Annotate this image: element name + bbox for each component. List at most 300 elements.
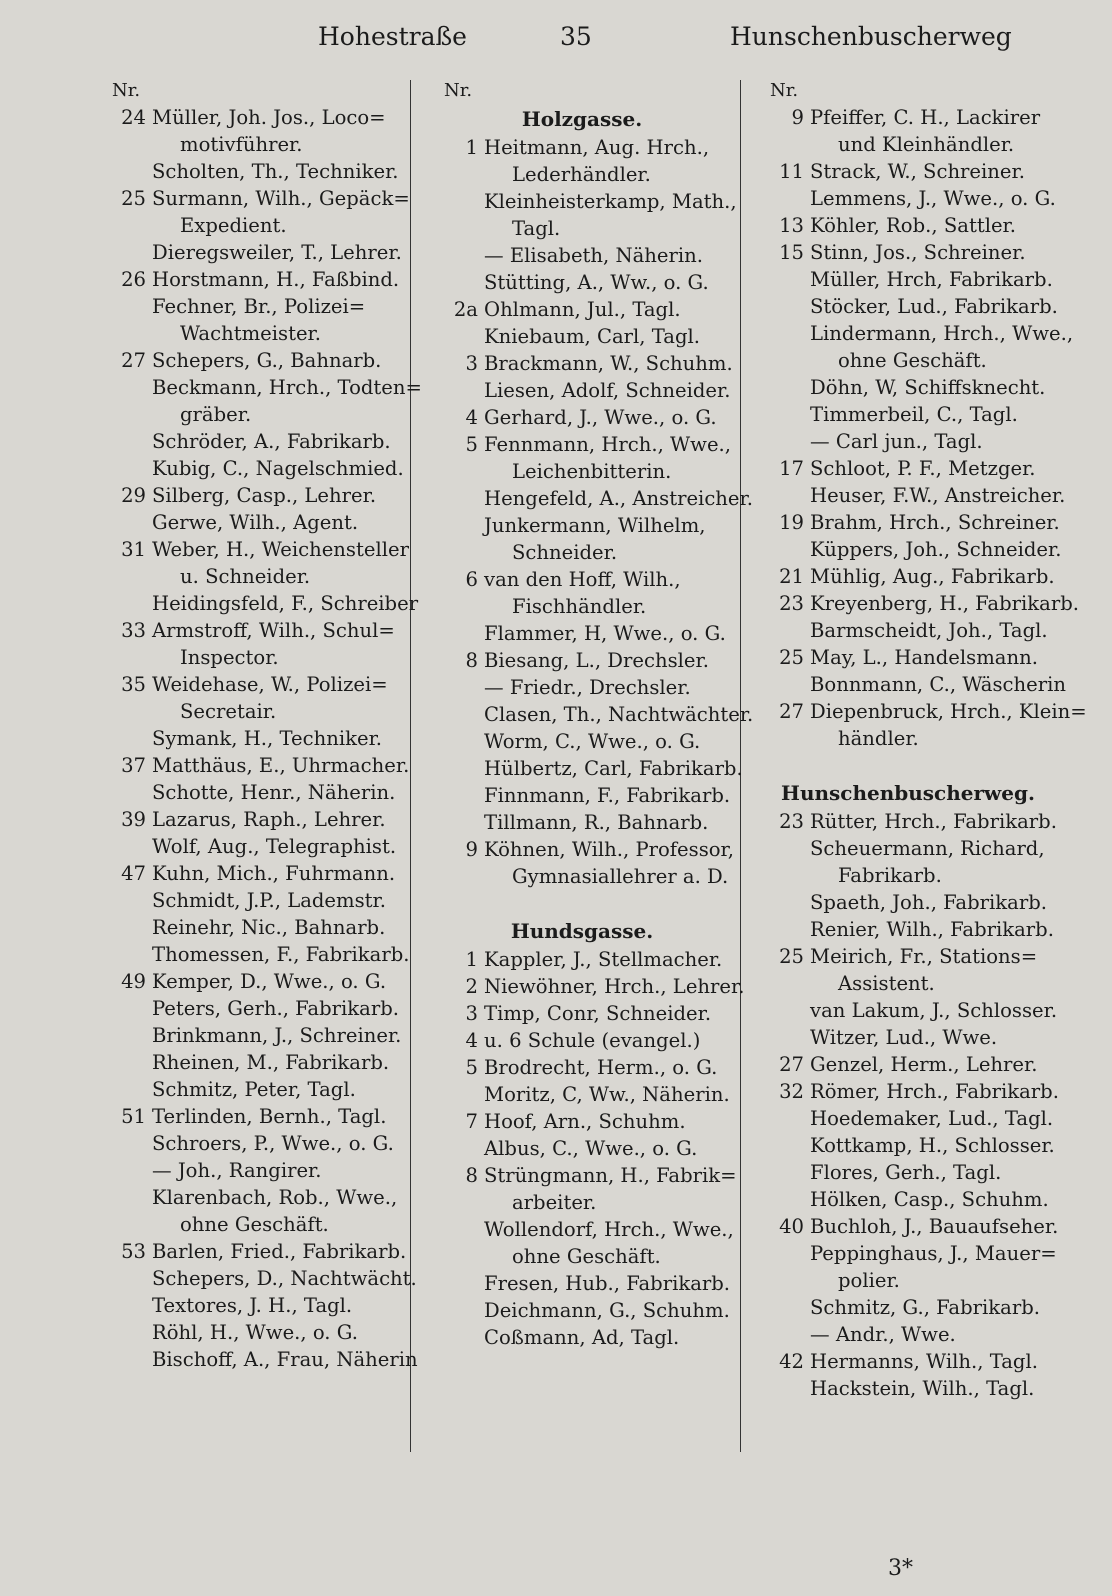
directory-entry bbox=[758, 185, 1058, 212]
resident-text: Symank, H., Techniker. bbox=[152, 727, 383, 750]
house-number: 24 bbox=[121, 106, 146, 129]
resident-text: Wachtmeister. bbox=[180, 322, 321, 345]
column-3 bbox=[758, 78, 1087, 1402]
resident-text: Gymnasiallehrer a. D. bbox=[512, 865, 729, 888]
directory-entry bbox=[758, 536, 1062, 563]
directory-entry bbox=[100, 698, 400, 725]
resident-text: Surmann, Wilh., Gepäck= bbox=[152, 187, 410, 210]
directory-entry bbox=[432, 404, 732, 431]
directory-entry bbox=[100, 374, 422, 401]
directory-entry bbox=[100, 536, 409, 563]
resident-text: Wolf, Aug., Telegraphist. bbox=[152, 835, 397, 858]
resident-text: Lazarus, Raph., Lehrer. bbox=[152, 808, 386, 831]
street-heading: Holzgasse. bbox=[521, 107, 643, 131]
directory-entry bbox=[758, 293, 1058, 320]
resident-text: Armstroff, Wilh., Schul= bbox=[152, 619, 395, 642]
directory-entry bbox=[100, 1049, 400, 1076]
resident-text: Schloot, P. F., Metzger. bbox=[810, 457, 1036, 480]
resident-text: Peters, Gerh., Fabrikarb. bbox=[152, 997, 399, 1020]
resident-text: Küppers, Joh., Schneider. bbox=[810, 538, 1062, 561]
directory-entry bbox=[432, 674, 732, 701]
resident-text: Brodrecht, Herm., o. G. bbox=[484, 1056, 718, 1079]
resident-text: arbeiter. bbox=[512, 1191, 597, 1214]
directory-entry bbox=[100, 671, 400, 698]
resident-text: Clasen, Th., Nachtwächter. bbox=[484, 703, 754, 726]
resident-text: Timp, Conr, Schneider. bbox=[484, 1002, 712, 1025]
house-number: 37 bbox=[121, 754, 146, 777]
resident-text: Fabrikarb. bbox=[838, 864, 942, 887]
directory-entry bbox=[432, 1324, 732, 1351]
resident-text: Deichmann, G., Schuhm. bbox=[484, 1299, 730, 1322]
resident-text: Terlinden, Bernh., Tagl. bbox=[152, 1105, 387, 1128]
directory-entry bbox=[432, 620, 732, 647]
directory-entry bbox=[100, 1103, 400, 1130]
resident-text: Scheuermann, Richard, bbox=[810, 837, 1045, 860]
resident-text: Weber, H., Weichensteller bbox=[152, 538, 409, 561]
resident-text: Schepers, G., Bahnarb. bbox=[152, 349, 382, 372]
house-number: 32 bbox=[779, 1080, 804, 1103]
resident-text: Kappler, J., Stellmacher. bbox=[484, 948, 723, 971]
directory-entry bbox=[758, 1051, 1058, 1078]
house-number: 49 bbox=[121, 970, 146, 993]
directory-entry bbox=[100, 509, 400, 536]
resident-text: — Carl jun., Tagl. bbox=[810, 430, 983, 453]
directory-entry bbox=[758, 1348, 1058, 1375]
resident-text: Müller, Hrch, Fabrikarb. bbox=[810, 268, 1053, 291]
page-number: 35 bbox=[560, 22, 592, 51]
directory-entry bbox=[432, 539, 732, 566]
resident-text: Beckmann, Hrch., Todten= bbox=[152, 376, 422, 399]
directory-entry bbox=[100, 428, 400, 455]
resident-text: Kubig, C., Nagelschmied. bbox=[152, 457, 404, 480]
directory-entry bbox=[432, 946, 732, 973]
house-number: 17 bbox=[779, 457, 804, 480]
directory-entry bbox=[758, 590, 1079, 617]
house-number: 1 bbox=[465, 136, 478, 159]
resident-text: und Kleinhändler. bbox=[838, 133, 1015, 156]
resident-text: Bischoff, A., Frau, Näherin bbox=[152, 1348, 418, 1371]
directory-entry bbox=[432, 1081, 732, 1108]
directory-entry bbox=[432, 566, 732, 593]
directory-entry bbox=[100, 590, 419, 617]
resident-text: ohne Geschäft. bbox=[838, 349, 987, 372]
directory-entry bbox=[432, 755, 743, 782]
resident-text: Stinn, Jos., Schreiner. bbox=[810, 241, 1026, 264]
house-number: 51 bbox=[121, 1105, 146, 1128]
resident-text: Bonnmann, C., Wäscherin bbox=[810, 673, 1066, 696]
directory-entry bbox=[758, 212, 1058, 239]
directory-entry bbox=[432, 134, 732, 161]
directory-entry bbox=[432, 593, 732, 620]
house-number: 1 bbox=[465, 948, 478, 971]
directory-entry bbox=[100, 293, 400, 320]
directory-entry bbox=[758, 509, 1058, 536]
resident-text: — Friedr., Drechsler. bbox=[484, 676, 691, 699]
resident-text: Kniebaum, Carl, Tagl. bbox=[484, 325, 701, 348]
directory-entry bbox=[100, 1022, 400, 1049]
house-number: 39 bbox=[121, 808, 146, 831]
directory-entry bbox=[100, 320, 400, 347]
house-number: 29 bbox=[121, 484, 146, 507]
house-number: 19 bbox=[779, 511, 804, 534]
directory-entry bbox=[758, 1078, 1058, 1105]
resident-text: ohne Geschäft. bbox=[512, 1245, 661, 1268]
directory-entry bbox=[758, 1132, 1058, 1159]
resident-text: u. Schneider. bbox=[180, 565, 311, 588]
resident-text: händler. bbox=[838, 727, 919, 750]
house-number: 31 bbox=[121, 538, 146, 561]
directory-entry bbox=[432, 323, 732, 350]
directory-entry bbox=[758, 428, 1058, 455]
resident-text: Hölken, Casp., Schuhm. bbox=[810, 1188, 1049, 1211]
house-number: 3 bbox=[465, 1002, 478, 1025]
resident-text: Worm, C., Wwe., o. G. bbox=[484, 730, 701, 753]
directory-entry bbox=[758, 1375, 1058, 1402]
resident-text: Genzel, Herm., Lehrer. bbox=[810, 1053, 1038, 1076]
resident-text: Schmitz, G., Fabrikarb. bbox=[810, 1296, 1040, 1319]
directory-entry bbox=[432, 215, 732, 242]
directory-entry bbox=[758, 455, 1058, 482]
directory-entry bbox=[758, 158, 1058, 185]
resident-text: Fechner, Br., Polizei= bbox=[152, 295, 366, 318]
resident-text: Fischhändler. bbox=[512, 595, 647, 618]
page-header bbox=[0, 22, 1112, 62]
signature-mark: 3* bbox=[888, 1556, 913, 1581]
resident-text: motivführer. bbox=[180, 133, 303, 156]
directory-entry bbox=[432, 647, 732, 674]
directory-entry bbox=[432, 836, 732, 863]
directory-entry bbox=[100, 806, 400, 833]
resident-text: van Lakum, J., Schlosser. bbox=[810, 999, 1058, 1022]
street-heading: Hunschenbuscherweg. bbox=[781, 781, 1035, 805]
directory-entry bbox=[758, 266, 1058, 293]
directory-entry bbox=[432, 1216, 732, 1243]
resident-text: Thomessen, F., Fabrikarb. bbox=[152, 943, 410, 966]
directory-entry bbox=[100, 887, 400, 914]
street-heading: Hundsgasse. bbox=[510, 919, 654, 943]
directory-entry bbox=[432, 188, 737, 215]
resident-text: Gerwe, Wilh., Agent. bbox=[152, 511, 359, 534]
directory-entry bbox=[758, 862, 1058, 889]
resident-text: Finnmann, F., Fabrikarb. bbox=[484, 784, 731, 807]
house-number: 27 bbox=[779, 700, 804, 723]
resident-text: Weidehase, W., Polizei= bbox=[152, 673, 388, 696]
resident-text: Witzer, Lud., Wwe. bbox=[810, 1026, 998, 1049]
house-number: 26 bbox=[121, 268, 146, 291]
resident-text: Strack, W., Schreiner. bbox=[810, 160, 1025, 183]
house-number: 13 bbox=[779, 214, 804, 237]
resident-text: Barlen, Fried., Fabrikarb. bbox=[152, 1240, 407, 1263]
resident-text: Textores, J. H., Tagl. bbox=[152, 1294, 353, 1317]
house-number: 4 bbox=[465, 1029, 478, 1052]
directory-entry bbox=[432, 1054, 732, 1081]
header-left-street: Hohestraße bbox=[318, 22, 467, 51]
directory-entry bbox=[100, 779, 400, 806]
resident-text: Assistent. bbox=[838, 972, 935, 995]
directory-entry bbox=[758, 916, 1058, 943]
resident-text: Heuser, F.W., Anstreicher. bbox=[810, 484, 1066, 507]
resident-text: Dieregsweiler, T., Lehrer. bbox=[152, 241, 402, 264]
directory-entry bbox=[432, 1162, 737, 1189]
directory-entry bbox=[758, 1159, 1058, 1186]
resident-text: Röhl, H., Wwe., o. G. bbox=[152, 1321, 358, 1344]
directory-entry bbox=[758, 943, 1058, 970]
directory-entry bbox=[758, 239, 1058, 266]
directory-entry bbox=[432, 1135, 732, 1162]
resident-text: Stütting, A., Ww., o. G. bbox=[484, 271, 709, 294]
house-number: 9 bbox=[465, 838, 478, 861]
resident-text: Lemmens, J., Wwe., o. G. bbox=[810, 187, 1056, 210]
directory-entry bbox=[758, 374, 1058, 401]
column-divider bbox=[410, 80, 411, 1452]
directory-entry bbox=[432, 1027, 732, 1054]
directory-entry bbox=[758, 320, 1074, 347]
house-number: 5 bbox=[465, 1056, 478, 1079]
resident-text: Moritz, C, Ww., Näherin. bbox=[484, 1083, 730, 1106]
resident-text: Secretair. bbox=[180, 700, 277, 723]
resident-text: Hoedemaker, Lud., Tagl. bbox=[810, 1107, 1054, 1130]
house-number: 8 bbox=[465, 649, 478, 672]
directory-entry bbox=[100, 725, 400, 752]
resident-text: Rütter, Hrch., Fabrikarb. bbox=[810, 810, 1057, 833]
resident-text: Köhler, Rob., Sattler. bbox=[810, 214, 1016, 237]
directory-entry bbox=[100, 131, 400, 158]
resident-text: Inspector. bbox=[180, 646, 279, 669]
resident-text: Timmerbeil, C., Tagl. bbox=[810, 403, 1018, 426]
resident-text: Schmitz, Peter, Tagl. bbox=[152, 1078, 356, 1101]
house-number: 27 bbox=[121, 349, 146, 372]
resident-text: Meirich, Fr., Stations= bbox=[810, 945, 1038, 968]
directory-entry bbox=[432, 1243, 732, 1270]
directory-entry bbox=[758, 889, 1058, 916]
resident-text: Albus, C., Wwe., o. G. bbox=[484, 1137, 698, 1160]
resident-text: Döhn, W, Schiffsknecht. bbox=[810, 376, 1046, 399]
resident-text: Leichenbitterin. bbox=[512, 460, 672, 483]
directory-entry bbox=[432, 1270, 732, 1297]
resident-text: Hoof, Arn., Schuhm. bbox=[484, 1110, 686, 1133]
directory-entry bbox=[100, 1319, 400, 1346]
directory-entry bbox=[758, 104, 1058, 131]
directory-entry bbox=[100, 1076, 400, 1103]
resident-text: Fresen, Hub., Fabrikarb. bbox=[484, 1272, 731, 1295]
directory-entry bbox=[100, 1211, 400, 1238]
column-1 bbox=[100, 78, 422, 1373]
resident-text: Hülbertz, Carl, Fabrikarb. bbox=[484, 757, 743, 780]
header-right-street: Hunschenbuscherweg bbox=[730, 22, 1012, 51]
directory-entry bbox=[758, 997, 1058, 1024]
resident-text: Spaeth, Joh., Fabrikarb. bbox=[810, 891, 1047, 914]
resident-text: Schepers, D., Nachtwächt. bbox=[152, 1267, 417, 1290]
house-number: 35 bbox=[121, 673, 146, 696]
directory-entry bbox=[758, 347, 1058, 374]
house-number: 25 bbox=[779, 646, 804, 669]
directory-entry bbox=[432, 512, 732, 539]
directory-entry bbox=[100, 1157, 400, 1184]
directory-entry bbox=[100, 644, 400, 671]
directory-entry bbox=[100, 212, 400, 239]
directory-entry bbox=[100, 941, 410, 968]
directory-entry bbox=[758, 131, 1058, 158]
resident-text: Kleinheisterkamp, Math., bbox=[484, 190, 737, 213]
nr-label: Nr. bbox=[770, 80, 799, 101]
house-number: 23 bbox=[779, 810, 804, 833]
directory-entry bbox=[758, 1294, 1058, 1321]
house-number: 15 bbox=[779, 241, 804, 264]
column-2 bbox=[432, 78, 754, 1351]
directory-entry bbox=[100, 266, 400, 293]
directory-entry bbox=[100, 833, 400, 860]
directory-entry bbox=[758, 644, 1058, 671]
directory-entry bbox=[100, 239, 400, 266]
house-number: 33 bbox=[121, 619, 146, 642]
resident-text: — Andr., Wwe. bbox=[810, 1323, 956, 1346]
directory-entry bbox=[758, 698, 1087, 725]
directory-entry bbox=[432, 485, 753, 512]
house-number: 4 bbox=[465, 406, 478, 429]
directory-entry bbox=[100, 968, 400, 995]
resident-text: Buchloh, J., Bauaufseher. bbox=[810, 1215, 1059, 1238]
house-number: 7 bbox=[465, 1110, 478, 1133]
resident-text: u. 6 Schule (evangel.) bbox=[484, 1029, 701, 1052]
directory-entry bbox=[432, 809, 732, 836]
resident-text: Ohlmann, Jul., Tagl. bbox=[484, 298, 681, 321]
resident-text: Matthäus, E., Uhrmacher. bbox=[152, 754, 410, 777]
directory-entry bbox=[100, 1238, 407, 1265]
nr-label: Nr. bbox=[112, 80, 141, 101]
house-number: 3 bbox=[465, 352, 478, 375]
house-number: 8 bbox=[465, 1164, 478, 1187]
resident-text: Renier, Wilh., Fabrikarb. bbox=[810, 918, 1054, 941]
resident-text: Klarenbach, Rob., Wwe., bbox=[152, 1186, 398, 1209]
directory-entry bbox=[758, 617, 1058, 644]
resident-text: Kemper, D., Wwe., o. G. bbox=[152, 970, 387, 993]
house-number: 2a bbox=[453, 298, 478, 321]
resident-text: Kuhn, Mich., Fuhrmann. bbox=[152, 862, 396, 885]
directory-entry bbox=[432, 1108, 732, 1135]
house-number: 47 bbox=[121, 862, 146, 885]
directory-entry bbox=[432, 728, 732, 755]
directory-entry bbox=[758, 401, 1058, 428]
resident-text: Schotte, Henr., Näherin. bbox=[152, 781, 396, 804]
section-gap bbox=[432, 890, 732, 916]
directory-entry bbox=[100, 1346, 418, 1373]
house-number: 21 bbox=[779, 565, 804, 588]
directory-entry bbox=[758, 725, 1058, 752]
resident-text: Hengefeld, A., Anstreicher. bbox=[484, 487, 753, 510]
resident-text: — Elisabeth, Näherin. bbox=[484, 244, 704, 267]
directory-entry bbox=[100, 185, 410, 212]
directory-entry bbox=[100, 401, 400, 428]
resident-text: Gerhard, J., Wwe., o. G. bbox=[484, 406, 717, 429]
directory-entry bbox=[758, 835, 1058, 862]
resident-text: Tillmann, R., Bahnarb. bbox=[484, 811, 709, 834]
directory-entry bbox=[432, 1189, 732, 1216]
directory-entry bbox=[100, 1130, 400, 1157]
directory-entry bbox=[758, 671, 1066, 698]
directory-entry bbox=[432, 458, 732, 485]
directory-entry bbox=[100, 617, 400, 644]
directory-entry bbox=[432, 782, 732, 809]
house-number: 23 bbox=[779, 592, 804, 615]
directory-entry bbox=[432, 431, 732, 458]
resident-text: Hackstein, Wilh., Tagl. bbox=[810, 1377, 1035, 1400]
directory-entry bbox=[432, 1000, 732, 1027]
resident-text: May, L., Handelsmann. bbox=[810, 646, 1038, 669]
resident-text: Silberg, Casp., Lehrer. bbox=[152, 484, 377, 507]
directory-entry bbox=[100, 563, 400, 590]
resident-text: Heitmann, Aug. Hrch., bbox=[484, 136, 710, 159]
house-number: 27 bbox=[779, 1053, 804, 1076]
directory-entry bbox=[100, 914, 400, 941]
directory-entry bbox=[432, 377, 732, 404]
directory-entry bbox=[758, 1186, 1058, 1213]
resident-text: Brahm, Hrch., Schreiner. bbox=[810, 511, 1060, 534]
directory-entry bbox=[758, 1267, 1058, 1294]
directory-entry bbox=[100, 104, 400, 131]
directory-entry bbox=[758, 970, 1058, 997]
house-number: 11 bbox=[779, 160, 804, 183]
resident-text: Stöcker, Lud., Fabrikarb. bbox=[810, 295, 1058, 318]
directory-entry bbox=[100, 455, 404, 482]
resident-text: Scholten, Th., Techniker. bbox=[152, 160, 399, 183]
resident-text: Tagl. bbox=[512, 217, 561, 240]
resident-text: van den Hoff, Wilh., bbox=[484, 568, 681, 591]
resident-text: Expedient. bbox=[180, 214, 287, 237]
directory-entry bbox=[100, 995, 400, 1022]
resident-text: Liesen, Adolf, Schneider. bbox=[484, 379, 731, 402]
directory-entry bbox=[432, 296, 732, 323]
directory-entry bbox=[758, 1240, 1058, 1267]
resident-text: Brackmann, W., Schuhm. bbox=[484, 352, 733, 375]
resident-text: Schröder, A., Fabrikarb. bbox=[152, 430, 391, 453]
resident-text: Heidingsfeld, F., Schreiber bbox=[152, 592, 419, 615]
directory-entry bbox=[432, 701, 754, 728]
house-number: 2 bbox=[465, 975, 478, 998]
house-number: 6 bbox=[465, 568, 478, 591]
resident-text: Pfeiffer, C. H., Lackirer bbox=[810, 106, 1041, 129]
directory-entry bbox=[758, 1024, 1058, 1051]
house-number: 25 bbox=[121, 187, 146, 210]
resident-text: Coßmann, Ad, Tagl. bbox=[484, 1326, 680, 1349]
resident-text: polier. bbox=[838, 1269, 900, 1292]
directory-entry bbox=[758, 1321, 1058, 1348]
directory-entry bbox=[432, 863, 732, 890]
house-number: 53 bbox=[121, 1240, 146, 1263]
directory-entry bbox=[432, 973, 745, 1000]
resident-text: Niewöhner, Hrch., Lehrer. bbox=[484, 975, 745, 998]
resident-text: Köhnen, Wilh., Professor, bbox=[484, 838, 734, 861]
resident-text: Strüngmann, H., Fabrik= bbox=[484, 1164, 737, 1187]
resident-text: Schmidt, J.P., Lademstr. bbox=[152, 889, 386, 912]
directory-entry bbox=[432, 161, 732, 188]
section-gap bbox=[758, 752, 1058, 778]
resident-text: Mühlig, Aug., Fabrikarb. bbox=[810, 565, 1055, 588]
resident-text: gräber. bbox=[180, 403, 252, 426]
directory-entry bbox=[100, 752, 410, 779]
resident-text: Kreyenberg, H., Fabrikarb. bbox=[810, 592, 1079, 615]
resident-text: — Joh., Rangirer. bbox=[152, 1159, 322, 1182]
resident-text: Fennmann, Hrch., Wwe., bbox=[484, 433, 732, 456]
directory-entry bbox=[432, 242, 732, 269]
directory-entry bbox=[432, 1297, 732, 1324]
resident-text: Diepenbruck, Hrch., Klein= bbox=[810, 700, 1087, 723]
resident-text: Reinehr, Nic., Bahnarb. bbox=[152, 916, 386, 939]
resident-text: Flores, Gerh., Tagl. bbox=[810, 1161, 1002, 1184]
resident-text: Römer, Hrch., Fabrikarb. bbox=[810, 1080, 1059, 1103]
directory-entry bbox=[100, 482, 400, 509]
resident-text: Hermanns, Wilh., Tagl. bbox=[810, 1350, 1038, 1373]
resident-text: Barmscheidt, Joh., Tagl. bbox=[810, 619, 1048, 642]
